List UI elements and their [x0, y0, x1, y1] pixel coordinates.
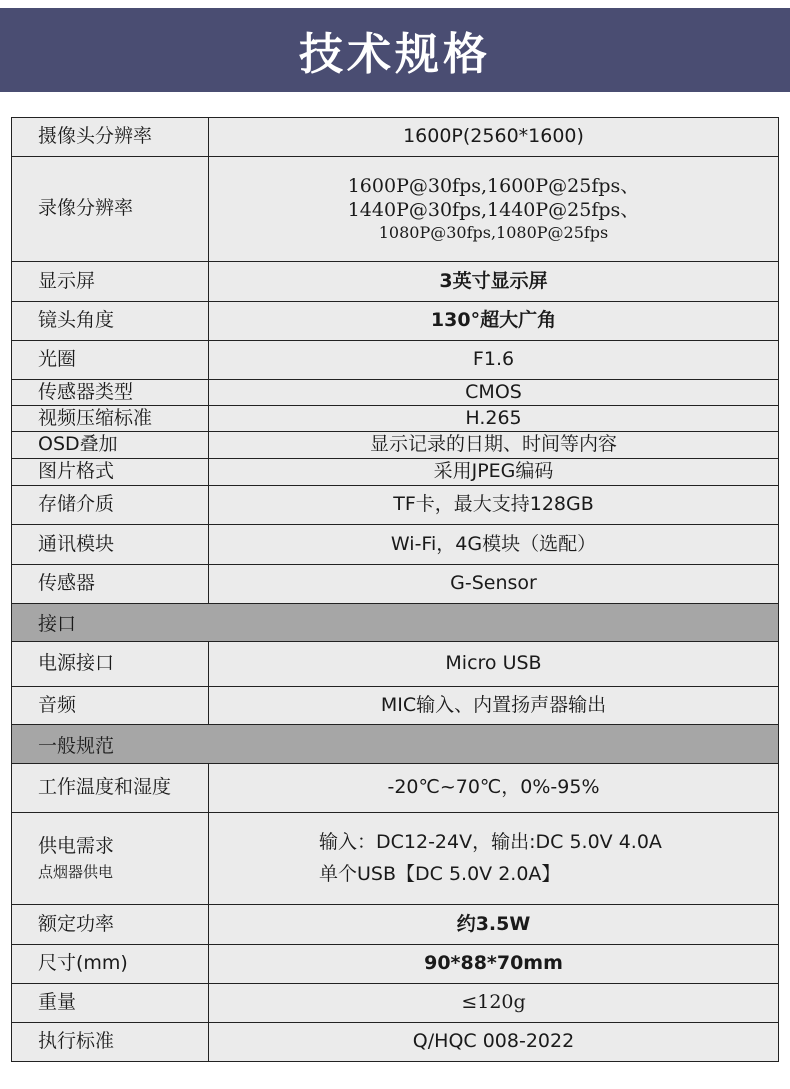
row-value: 采用JPEG编码 [209, 459, 779, 485]
row-value: G-Sensor [209, 565, 779, 603]
row-label: 电源接口 [11, 642, 209, 686]
row-label: 工作温度和湿度 [11, 764, 209, 812]
page-title: 技术规格 [299, 29, 491, 80]
row-label: 视频压缩标准 [11, 406, 209, 431]
row-value: 1600P(2560*1600) [209, 118, 779, 156]
row-label: 图片格式 [11, 459, 209, 485]
row-value: Micro USB [209, 642, 779, 686]
row-value: 约3.5W [209, 905, 779, 944]
row-label: 光圈 [11, 341, 209, 379]
row-label: 显示屏 [11, 262, 209, 301]
table-row [11, 486, 779, 525]
row-value [209, 813, 779, 904]
row-label: 存储介质 [11, 486, 209, 524]
value-line: 单个USB【DC 5.0V 2.0A】 [319, 862, 561, 885]
spec-table [11, 117, 779, 1062]
row-label: 录像分辨率 [11, 157, 209, 261]
value-line: 1600P@30fps,1600P@25fps、 [347, 174, 640, 197]
row-value: F1.6 [209, 341, 779, 379]
row-label: 重量 [11, 984, 209, 1022]
row-label: 传感器类型 [11, 380, 209, 405]
value-line: 输入：DC12-24V，输出:DC 5.0V 4.0A [319, 830, 662, 853]
row-value: H.265 [209, 406, 779, 431]
table-row [11, 341, 779, 380]
row-label: OSD叠加 [11, 432, 209, 458]
table-row [11, 380, 779, 406]
row-label: 尺寸(mm) [11, 945, 209, 983]
row-label [11, 813, 209, 904]
table-row [11, 687, 779, 725]
table-row [11, 813, 779, 905]
row-label: 额定功率 [11, 905, 209, 944]
row-value: TF卡，最大支持128GB [209, 486, 779, 524]
row-value [209, 157, 779, 261]
table-row [11, 432, 779, 459]
row-value: MIC输入、内置扬声器输出 [209, 687, 779, 724]
row-value: Wi-Fi，4G模块（选配） [209, 525, 779, 564]
row-label-main: 供电需求 [38, 834, 115, 857]
value-line: 1440P@30fps,1440P@25fps、 [347, 198, 640, 221]
row-label: 传感器 [11, 565, 209, 603]
row-value: 显示记录的日期、时间等内容 [209, 432, 779, 458]
table-row [11, 459, 779, 486]
row-value: CMOS [209, 380, 779, 405]
row-label: 通讯模块 [11, 525, 209, 564]
table-row [11, 117, 779, 157]
section-header-interface: 接口 [11, 604, 779, 642]
row-label: 音频 [11, 687, 209, 724]
row-label: 执行标准 [11, 1023, 209, 1061]
row-value: ≤120g [209, 984, 779, 1022]
table-row [11, 565, 779, 604]
row-value: 90*88*70mm [209, 945, 779, 983]
row-value: 130°超大广角 [209, 302, 779, 340]
row-label: 摄像头分辨率 [11, 118, 209, 156]
row-value: Q/HQC 008-2022 [209, 1023, 779, 1061]
table-row [11, 642, 779, 687]
table-row [11, 157, 779, 262]
row-label-sub: 点烟器供电 [38, 862, 114, 881]
table-row [11, 406, 779, 432]
table-row [11, 302, 779, 341]
table-row [11, 525, 779, 565]
section-header-general: 一般规范 [11, 725, 779, 764]
table-row [11, 764, 779, 813]
title-banner [0, 8, 790, 92]
row-label: 镜头角度 [11, 302, 209, 340]
row-value: -20℃~70℃，0%-95% [209, 764, 779, 812]
table-row [11, 262, 779, 302]
table-row [11, 1023, 779, 1062]
row-value: 3英寸显示屏 [209, 262, 779, 301]
table-row [11, 905, 779, 945]
table-row [11, 984, 779, 1023]
value-line: 1080P@30fps,1080P@25fps [378, 222, 609, 242]
table-row [11, 945, 779, 984]
